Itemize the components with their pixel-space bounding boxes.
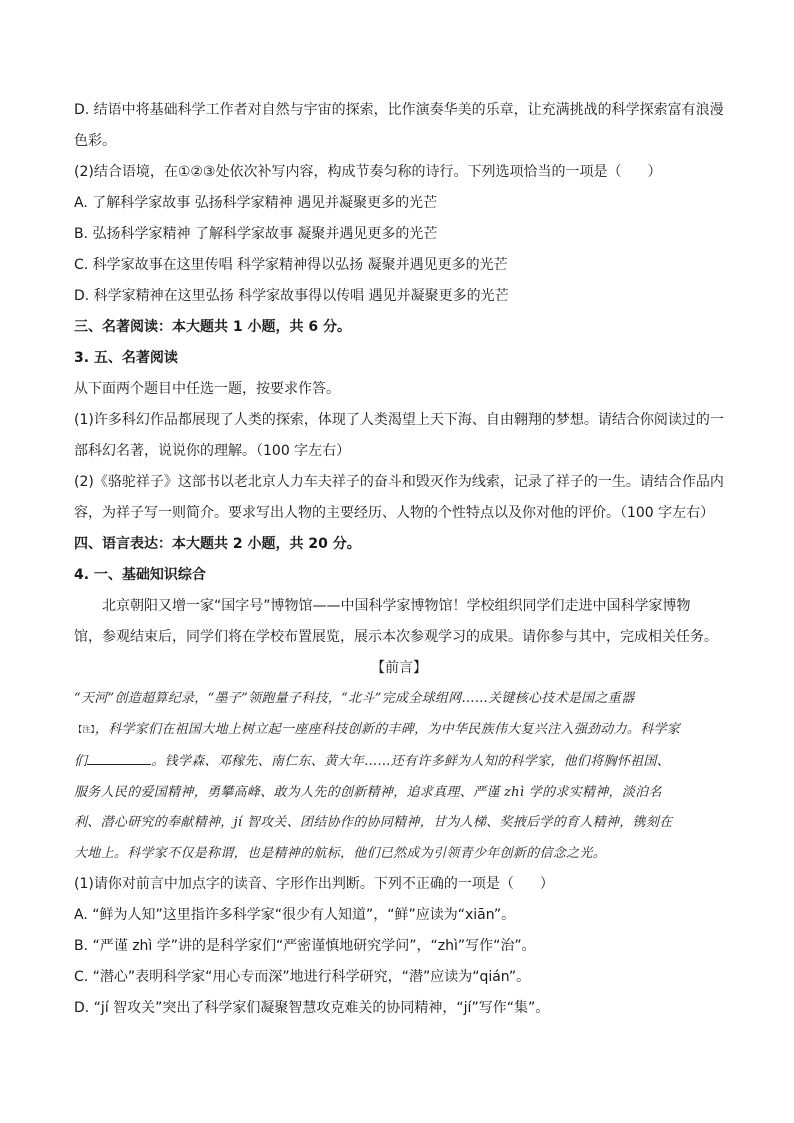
preface-line: 利、潜心研究的奉献精神，jí 智攻关、团结协作的协同精神，甘为人梯、奖掖后学的育人精神，镌刻在 xyxy=(74,815,673,830)
option-a: A. 了解科学家故事 弘扬科学家精神 遇见并凝聚更多的光芒 xyxy=(74,195,438,211)
option-c: C. 科学家故事在这里传唱 科学家精神得以弘扬 凝聚并遇见更多的光芒 xyxy=(74,257,508,273)
question-3-prompt-1-line-2: 部科幻名著，说说你的理解。（100 字左右） xyxy=(74,443,351,459)
question-4-1-stem xyxy=(74,874,724,894)
section-4-heading: 四、语言表达：本大题共 2 小题，共 20 分。 xyxy=(74,536,361,552)
preface-line-text: ，科学家们在祖国大地上树立起一座座科技创新的丰碑，为中华民族伟大复兴注入强劲动力。科学家 xyxy=(94,721,681,737)
preface-line xyxy=(74,720,724,739)
paragraph-line: 色彩。 xyxy=(74,133,116,149)
question-2-stem xyxy=(74,162,724,182)
question-3-prompt-2-line-1: (2)《骆驼祥子》这部书以老北京人力车夫祥子的奋斗和毁灭作为线索，记录了祥子的一生。请结合作品内 xyxy=(74,474,724,490)
preface-line: 服务人民的爱国精神，勇攀高峰、敢为人先的创新精神，追求真理、严谨 zhì 学的求实精神，淡泊名 xyxy=(74,784,662,800)
question-stem-text: (2)结合语境，在①②③处依次补写内容，构成节奏匀称的诗行。下列选项恰当的一项是（ xyxy=(74,164,622,180)
preface-line-text: 。钱学森、邓稼先、南仁东、黄大年……还有许多鲜为人知的科学家，他们将胸怀祖国、 xyxy=(151,754,671,769)
paragraph-line: D. 结语中将基础科学工作者对自然与宇宙的探索，比作演奏华美的乐章，让充满挑战的科学探索富有浪漫 xyxy=(74,102,724,118)
option-d: D. 科学家精神在这里弘扬 科学家故事得以传唱 遇见并凝聚更多的光芒 xyxy=(74,288,509,304)
question-stem-text: (1)请你对前言中加点字的读音、字形作出判断。下列不正确的一项是（ xyxy=(74,876,514,892)
option-d-continued xyxy=(74,100,724,151)
preface-line xyxy=(74,750,724,771)
preface-text xyxy=(74,689,724,863)
question-3-prompt-1-line-1: (1)许多科幻作品都展现了人类的探索，体现了人类渴望上天下海、自由翱翔的梦想。请结合你阅读过的一 xyxy=(74,412,724,428)
question-stem-close: ） xyxy=(539,876,554,892)
footnote-marker: 【注】 xyxy=(74,724,95,734)
question-4-title: 4. 一、基础知识综合 xyxy=(74,567,206,583)
option-b: B. “严谨 zhì 学”讲的是科学家们“严密谨慎地研究学问”，“zhì”写作“治”。 xyxy=(74,938,536,954)
preface-line: 大地上。科学家不仅是称谓，也是精神的航标，他们已然成为引领青少年创新的信念之光。 xyxy=(74,845,607,861)
question-4-intro-line-2: 馆，参观结束后，同学们将在学校布置展览，展示本次参观学习的成果。请你参与其中，完成相关任务。 xyxy=(74,629,718,645)
fill-in-blank[interactable] xyxy=(87,750,151,765)
question-3-title: 3. 五、名著阅读 xyxy=(74,350,178,366)
question-3-prompt-2-line-2: 容，为祥子写一则简介。要求写出人物的主要经历、人物的个性特点以及你对他的评价。（100 字左右） xyxy=(74,505,715,521)
preface-title: 【前言】 xyxy=(371,660,427,676)
option-a: A. “鲜为人知”这里指许多科学家“很少有人知道”，“鲜”应读为“xiān”。 xyxy=(74,907,516,923)
question-stem-close: ） xyxy=(647,164,662,180)
question-4-intro-line-1: 北京朝阳又增一家“国字号”博物馆——中国科学家博物馆！学校组织同学们走进中国科学家博物 xyxy=(102,598,691,614)
preface-line-text: 们 xyxy=(74,754,88,769)
preface-line: “天河”创造超算纪录，“墨子”领跑量子科技，“北斗”完成全球组网……关键核心技术是国之重器 xyxy=(74,691,635,706)
option-c: C. “潜心”表明科学家“用心专而深”地进行科学研究，“潜”应读为“qián”。 xyxy=(74,969,531,985)
question-3-instruction: 从下面两个题目中任选一题，按要求作答。 xyxy=(74,381,340,397)
section-3-heading: 三、名著阅读：本大题共 1 小题，共 6 分。 xyxy=(74,319,351,335)
option-d: D. “jí 智攻关”突出了科学家们凝聚智慧攻克难关的协同精神，“jí”写作“集”。 xyxy=(74,1000,550,1016)
document-page xyxy=(74,100,724,1029)
option-b: B. 弘扬科学家精神 了解科学家故事 凝聚并遇见更多的光芒 xyxy=(74,226,438,242)
